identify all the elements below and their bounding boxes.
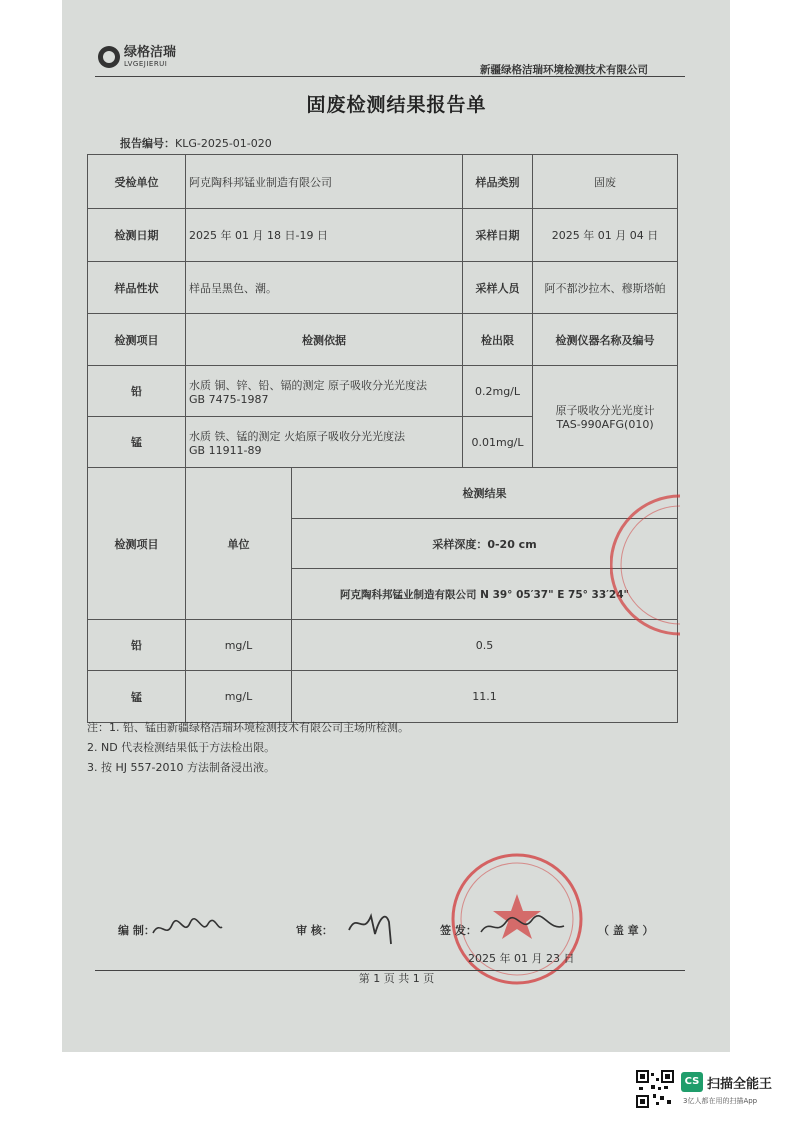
method-item-pb: 铅	[88, 366, 186, 417]
methods-header-basis: 检测依据	[186, 314, 463, 366]
seal-label: （ 盖 章 ）	[598, 924, 654, 937]
client-label: 受检单位	[88, 155, 186, 209]
compiler-signature-icon	[150, 915, 225, 943]
company-logo	[98, 46, 176, 68]
note-1: 注：1. 铅、锰由新疆绿格洁瑞环境检测技术有限公司主场所检测。	[87, 721, 409, 734]
client-value: 阿克陶科邦锰业制造有限公司	[186, 155, 463, 209]
methods-header-item: 检测项目	[88, 314, 186, 366]
note-2: 2. ND 代表检测结果低于方法检出限。	[87, 741, 276, 754]
report-number-label: 报告编号：	[120, 137, 175, 150]
results-depth: 采样深度：0-20 cm	[292, 519, 678, 569]
sampler-value: 阿不都沙拉木、穆斯塔帕	[533, 262, 678, 314]
sample-char-value: 样品呈黑色、潮。	[186, 262, 463, 314]
result-unit-pb: mg/L	[186, 620, 292, 671]
notes	[87, 718, 409, 778]
result-item-pb: 铅	[88, 620, 186, 671]
company-header: 新疆绿格洁瑞环境检测技术有限公司	[480, 64, 648, 76]
method-basis-pb	[186, 366, 463, 417]
methods-header-instrument: 检测仪器名称及编号	[533, 314, 678, 366]
instrument-cell	[533, 366, 678, 468]
sampler-label: 采样人员	[463, 262, 533, 314]
method-limit-mn: 0.01mg/L	[463, 417, 533, 468]
results-unit-label: 单位	[186, 468, 292, 620]
issue-date: 2025 年 01 月 23 日	[468, 952, 575, 965]
document-title: 固废检测结果报告单	[306, 94, 487, 116]
page-number: 第 1 页 共 1 页	[358, 972, 435, 985]
reviewer-label: 审 核：	[296, 924, 333, 937]
sampling-date-label: 采样日期	[463, 209, 533, 262]
result-unit-mn: mg/L	[186, 671, 292, 723]
results-item-label: 检测项目	[88, 468, 186, 620]
sample-type-label: 样品类别	[463, 155, 533, 209]
result-item-mn: 锰	[88, 671, 186, 723]
logo-en: LVGEJIERUI	[124, 60, 168, 68]
result-value-pb: 0.5	[292, 620, 678, 671]
method-basis-mn	[186, 417, 463, 468]
sample-char-label: 样品性状	[88, 262, 186, 314]
qr-code-icon	[636, 1070, 674, 1108]
issuer-label: 签 发：	[440, 924, 477, 937]
method-basis-pb-line2: GB 7475-1987	[189, 392, 269, 406]
methods-header-limit: 检出限	[463, 314, 533, 366]
method-basis-mn-line1: 水质 铁、锰的测定 火焰原子吸收分光光度法	[189, 429, 405, 443]
reviewer-signature-icon	[345, 902, 400, 947]
header-divider	[95, 76, 685, 77]
results-header: 检测结果	[292, 468, 678, 519]
instrument-line2: TAS-990AFG(010)	[556, 418, 654, 431]
instrument-line1: 原子吸收分光光度计	[555, 404, 655, 417]
scanner-name: 扫描全能王	[707, 1077, 773, 1092]
test-date-label: 检测日期	[88, 209, 186, 262]
sampling-date-value: 2025 年 01 月 04 日	[533, 209, 678, 262]
method-limit-pb: 0.2mg/L	[463, 366, 533, 417]
scanner-tagline: 3亿人都在用的扫描App	[683, 1097, 758, 1105]
report-table	[87, 154, 678, 723]
test-date-value: 2025 年 01 月 18 日-19 日	[186, 209, 463, 262]
issuer-signature-icon	[478, 912, 568, 942]
results-location: 阿克陶科邦锰业制造有限公司 N 39° 05′37" E 75° 33′24"	[292, 569, 678, 620]
compiler-label: 编 制：	[118, 924, 155, 937]
report-number-value: KLG-2025-01-020	[175, 137, 272, 150]
logo-cn: 绿格洁瑞	[124, 45, 177, 60]
sample-type-value: 固废	[533, 155, 678, 209]
method-basis-mn-line2: GB 11911-89	[189, 443, 262, 457]
method-basis-pb-line1: 水质 铜、锌、铅、镉的测定 原子吸收分光光度法	[189, 378, 427, 392]
report-number	[120, 135, 272, 151]
method-item-mn: 锰	[88, 417, 186, 468]
seam-seal-icon	[610, 490, 680, 640]
note-3: 3. 按 HJ 557-2010 方法制备浸出液。	[87, 761, 275, 774]
result-value-mn: 11.1	[292, 671, 678, 723]
logo-mark-icon	[98, 46, 120, 68]
scanner-badge: CS	[681, 1072, 703, 1092]
